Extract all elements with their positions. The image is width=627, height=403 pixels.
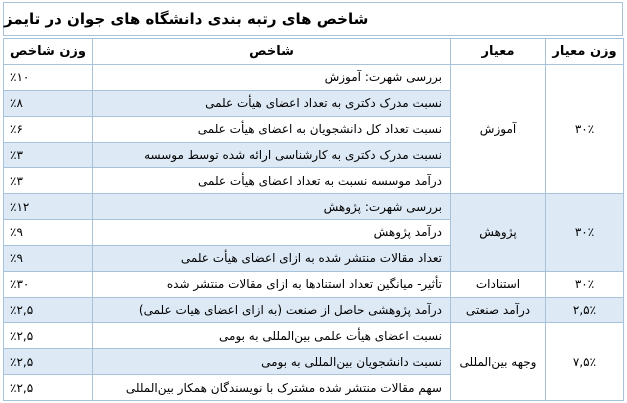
criterion-weight-cell: ۷,۵٪	[546, 323, 624, 401]
indicator-cell: بررسی شهرت: آموزش	[93, 65, 451, 91]
criterion-cell: استنادات	[451, 271, 546, 297]
table-header-row	[4, 39, 624, 65]
criterion-weight-cell: ۳۰٪	[546, 271, 624, 297]
indicator-weight-cell: ٪۱۰	[4, 65, 93, 91]
page-title: شاخص های رتبه بندی دانشگاه های جوان در تایمز	[3, 2, 623, 36]
indicator-weight-cell: ٪۹	[4, 220, 93, 246]
indicator-cell: نسبت مدرک دکتری به تعداد اعضای هیأت علمی	[93, 90, 451, 116]
criterion-cell: پژوهش	[451, 194, 546, 272]
table-row	[4, 194, 624, 220]
criterion-weight-cell: ۳۰٪	[546, 194, 624, 272]
header-indicator: شاخص	[93, 39, 451, 65]
indicator-weight-cell: ٪۳۰	[4, 271, 93, 297]
indicator-weight-cell: ٪۳	[4, 142, 93, 168]
indicator-weight-cell: ٪۲,۵	[4, 323, 93, 349]
indicator-cell: نسبت تعداد کل دانشجویان به اعضای هیأت علمی	[93, 116, 451, 142]
indicator-weight-cell: ٪۲,۵	[4, 375, 93, 401]
header-indicator-weight: وزن شاخص	[4, 39, 93, 65]
table-row	[4, 323, 624, 349]
header-criterion: معیار	[451, 39, 546, 65]
indicator-cell: بررسی شهرت: پژوهش	[93, 194, 451, 220]
indicator-weight-cell: ٪۹	[4, 245, 93, 271]
indicator-cell: نسبت دانشجویان بین‌المللی به بومی	[93, 349, 451, 375]
indicator-cell: نسبت اعضای هیأت علمی بین‌المللی به بومی	[93, 323, 451, 349]
indicator-weight-cell: ٪۱۲	[4, 194, 93, 220]
table-row	[4, 65, 624, 91]
indicator-cell: تأثیر- میانگین تعداد استنادها به ازای مقالات منتشر شده	[93, 271, 451, 297]
indicator-weight-cell: ٪۲,۵	[4, 297, 93, 323]
indicator-cell: سهم مقالات منتشر شده مشترک با نویسندگان همکار بین‌المللی	[93, 375, 451, 401]
table-row	[4, 271, 624, 297]
header-criterion-weight: وزن معیار	[546, 39, 624, 65]
criterion-cell: وجهه بین‌المللی	[451, 323, 546, 401]
indicator-cell: درآمد موسسه نسبت به تعداد اعضای هیأت علمی	[93, 168, 451, 194]
criterion-cell: آموزش	[451, 65, 546, 194]
indicator-cell: تعداد مقالات منتشر شده به ازای اعضای هیأت علمی	[93, 245, 451, 271]
criterion-weight-cell: ۲,۵٪	[546, 297, 624, 323]
table-row	[4, 297, 624, 323]
indicator-weight-cell: ٪۸	[4, 90, 93, 116]
criterion-cell: درآمد صنعتی	[451, 297, 546, 323]
ranking-table	[3, 38, 624, 401]
indicator-weight-cell: ٪۳	[4, 168, 93, 194]
criterion-weight-cell: ۳۰٪	[546, 65, 624, 194]
indicator-weight-cell: ٪۲,۵	[4, 349, 93, 375]
indicator-cell: درآمد پژوهشی حاصل از صنعت (به ازای اعضای هیات علمی)	[93, 297, 451, 323]
indicator-weight-cell: ٪۶	[4, 116, 93, 142]
indicator-cell: درآمد پژوهش	[93, 220, 451, 246]
indicator-cell: نسبت مدرک دکتری به کارشناسی ارائه شده توسط موسسه	[93, 142, 451, 168]
